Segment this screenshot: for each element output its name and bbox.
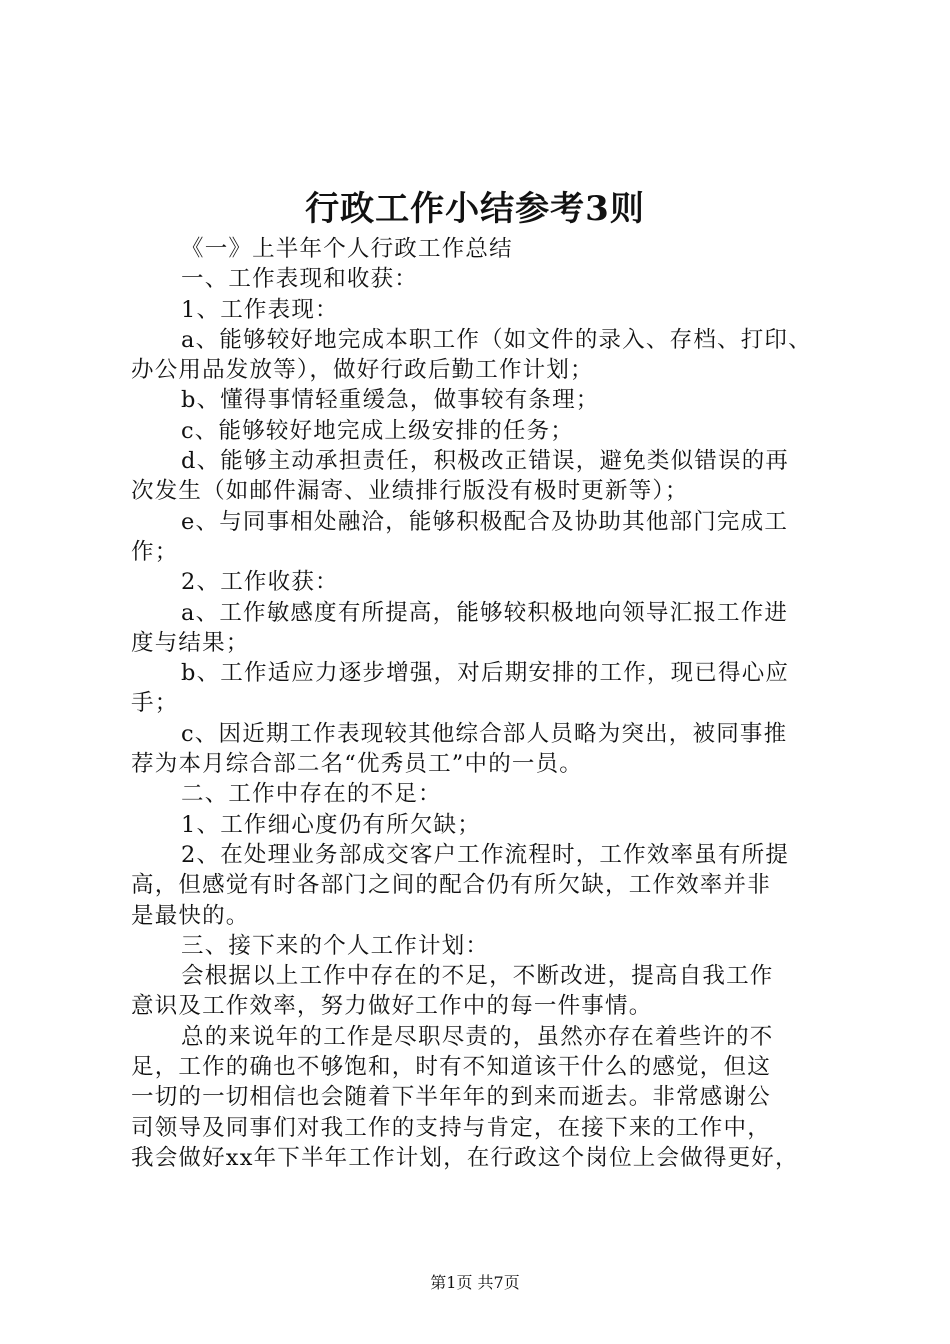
paragraph-continuation: 作； [131,538,179,565]
paragraph-continuation: 意识及工作效率，努力做好工作中的每一件事情。 [131,993,653,1020]
paragraph-line: 二、工作中存在的不足： [181,781,442,808]
paragraph-continuation: 司领导及同事们对我工作的支持与肯定，在接下来的工作中， [131,1114,771,1141]
paragraph-line: a、工作敏感度有所提高，能够较积极地向领导汇报工作进 [181,599,789,626]
paragraph-line: c、能够较好地完成上级安排的任务； [181,417,575,444]
paragraph-line: 2、工作收获： [181,569,339,596]
paragraph-line: e、与同事相处融洽，能够积极配合及协助其他部门完成工 [181,508,789,535]
paragraph-line: 2、在处理业务部成交客户工作流程时，工作效率虽有所提 [181,841,790,868]
paragraph-line: d、能够主动承担责任，积极改正错误，避免类似错误的再 [181,448,790,475]
paragraph-continuation: 度与结果； [131,629,250,656]
paragraph-continuation: 是最快的。 [131,902,250,929]
page-number-footer: 第1页 共7页 [430,1273,520,1292]
paragraph-continuation: 我会做好xx年下半年工作计划，在行政这个岗位上会做得更好， [131,1144,799,1171]
paragraph-continuation: 手； [131,690,179,717]
paragraph-line: 总的来说年的工作是尽职尽责的，虽然亦存在着些许的不 [181,1023,774,1050]
paragraph-line: c、因近期工作表现较其他综合部人员略为突出，被同事推 [181,720,788,747]
paragraph-line: b、工作适应力逐步增强，对后期安排的工作，现已得心应 [181,660,790,687]
document-title: 行政工作小结参考3则 [305,189,645,229]
document-body [131,234,831,1173]
paragraph-line: 《一》上半年个人行政工作总结 [181,236,513,262]
paragraph-line: 三、接下来的个人工作计划： [181,932,490,959]
paragraph-line: 1、工作细心度仍有所欠缺； [181,811,481,838]
paragraph-continuation: 高，但感觉有时各部门之间的配合仍有所欠缺，工作效率并非 [131,872,771,899]
paragraph-line: 一、工作表现和收获： [181,266,419,293]
paragraph-line: 1、工作表现： [181,296,339,323]
paragraph-continuation: 一切的一切相信也会随着下半年年的到来而逝去。非常感谢公 [131,1084,771,1111]
paragraph-continuation: 荐为本月综合部二名“优秀员工”中的一员。 [131,751,584,778]
paragraph-continuation: 次发生（如邮件漏寄、业绩排行版没有极时更新等）； [131,478,689,505]
paragraph-continuation: 办公用品发放等），做好行政后勤工作计划； [131,357,594,384]
paragraph-line: b、懂得事情轻重缓急，做事较有条理； [181,387,600,414]
paragraph-line: 会根据以上工作中存在的不足，不断改进，提高自我工作 [181,963,774,990]
paragraph-line: a、能够较好地完成本职工作（如文件的录入、存档、打印、 [181,326,812,353]
paragraph-continuation: 足，工作的确也不够饱和，时有不知道该干什么的感觉，但这 [131,1054,771,1081]
